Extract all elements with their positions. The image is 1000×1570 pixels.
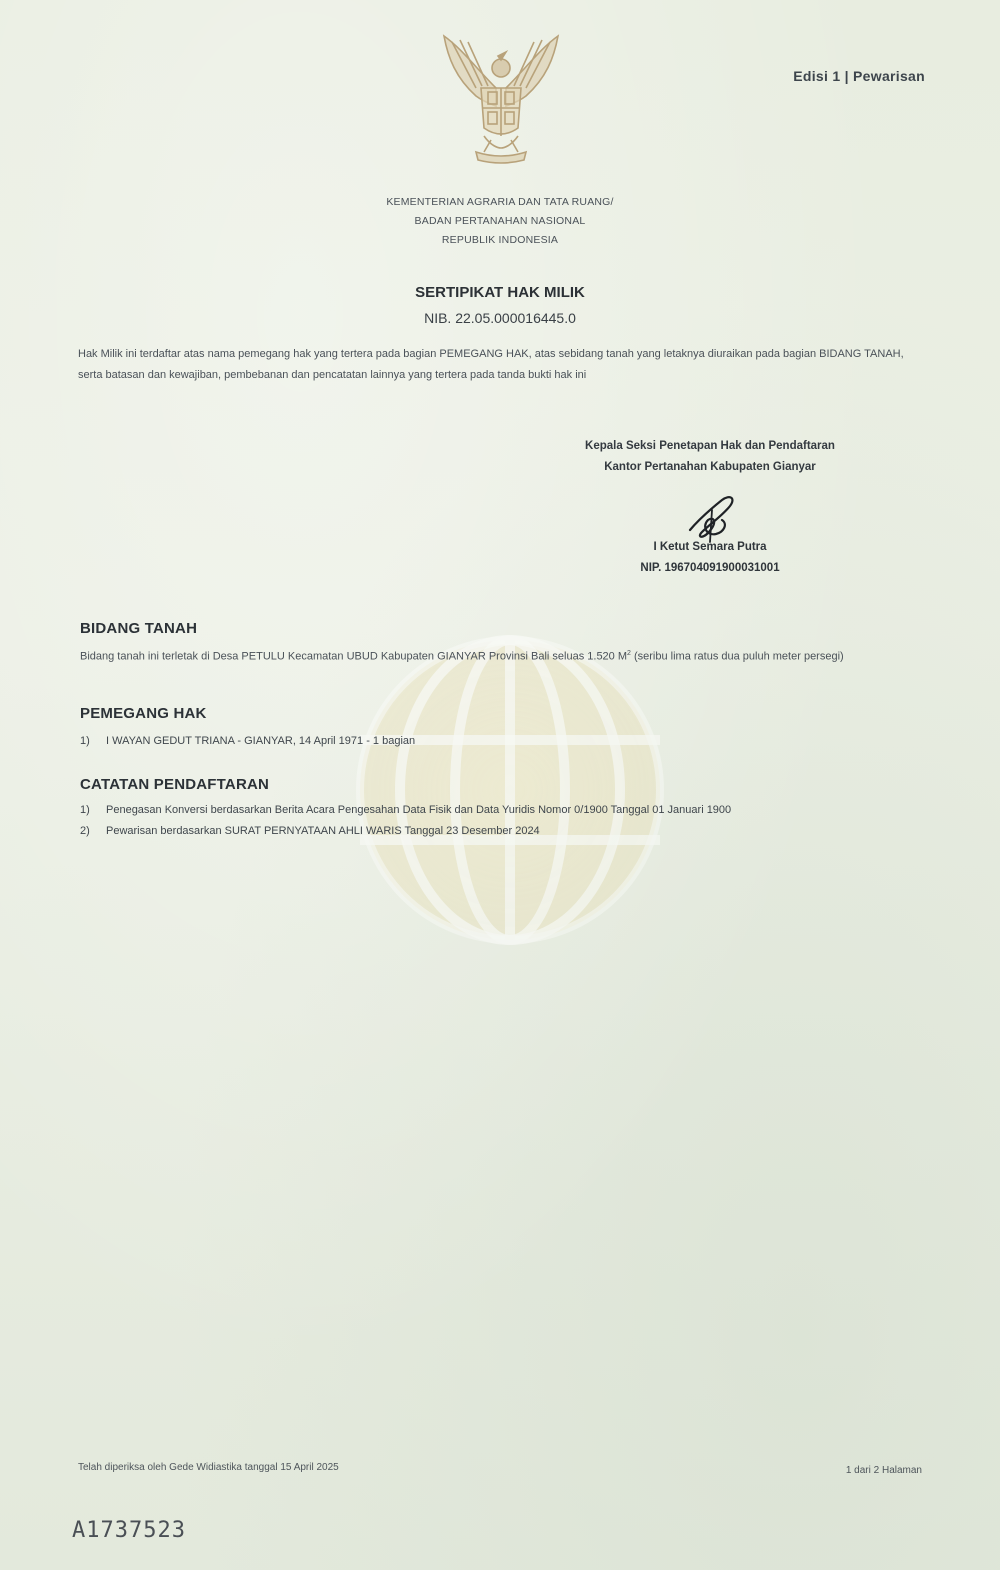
list-item-number: 1) (80, 734, 90, 747)
list-item-text: Pewarisan berdasarkan SURAT PERNYATAAN AHLI WARIS Tanggal 23 Desember 2024 (106, 824, 540, 837)
signatory-position-line1: Kepala Seksi Penetapan Hak dan Pendaftaran (585, 440, 835, 452)
edition-label: Edisi 1 | Pewarisan (793, 68, 925, 84)
bidang-tanah-text-main: Bidang tanah ini terletak di Desa PETULU Kecamatan UBUD Kabupaten GIANYAR Provinsi Bali seluas 1.520 M (80, 650, 628, 663)
signatory-name: I Ketut Semara Putra (653, 541, 767, 553)
signatory-nip: NIP. 196704091900031001 (640, 562, 780, 574)
bpn-globe-watermark-icon (315, 630, 705, 950)
section-title-pemegang-hak: PEMEGANG HAK (80, 705, 207, 722)
agency-line-bpn: BADAN PERTANAHAN NASIONAL (414, 215, 586, 227)
list-item (80, 820, 910, 841)
signatory-office (540, 436, 880, 478)
bidang-tanah-text-words: (seribu lima ratus dua puluh meter persegi) (630, 650, 844, 663)
footer-checked-by: Telah diperiksa oleh Gede Widiastika tanggal 15 April 2025 (78, 1462, 339, 1473)
section-title-bidang-tanah: BIDANG TANAH (80, 620, 198, 637)
list-item (80, 799, 910, 820)
agency-line-republic: REPUBLIK INDONESIA (441, 234, 559, 246)
certificate-title: SERTIPIKAT HAK MILIK (415, 284, 585, 301)
section-title-catatan-pendaftaran: CATATAN PENDAFTARAN (80, 776, 270, 793)
agency-line-ministry: KEMENTERIAN AGRARIA DAN TATA RUANG/ (386, 196, 614, 208)
list-item-text: I WAYAN GEDUT TRIANA - GIANYAR, 14 April 1971 - 1 bagian (106, 734, 416, 747)
list-item (80, 730, 910, 751)
area-unit-superscript: 2 (627, 650, 631, 657)
list-item-text: Penegasan Konversi berdasarkan Berita Acara Pengesahan Data Fisik dan Data Yuridis Nomor 0/1900 Tanggal 01 Januari 1900 (106, 803, 732, 816)
agency-header (300, 193, 700, 250)
document-serial-number: A1737523 (72, 1518, 186, 1543)
certificate-nib: NIB. 22.05.000016445.0 (424, 310, 576, 326)
garuda-emblem-icon (436, 28, 566, 168)
signatory-block (580, 537, 840, 579)
list-item-number: 2) (80, 824, 90, 837)
pemegang-hak-list (80, 730, 910, 751)
footer-page-info: 1 dari 2 Halaman (845, 1465, 922, 1476)
list-item-number: 1) (80, 803, 90, 816)
certificate-intro-text: Hak Milik ini terdaftar atas nama pemegang hak yang tertera pada bagian PEMEGANG HAK, atas sebidang tanah yang letaknya diuraikan pada bagian BIDANG TANAH, serta batasan dan kewajiban, pembebanan dan pencatatan lainnya yang tertera pada tanda bukti hak ini (78, 348, 904, 381)
catatan-pendaftaran-list (80, 799, 910, 841)
signatory-position-line2: Kantor Pertanahan Kabupaten Gianyar (604, 461, 816, 473)
bidang-tanah-description (80, 648, 900, 663)
